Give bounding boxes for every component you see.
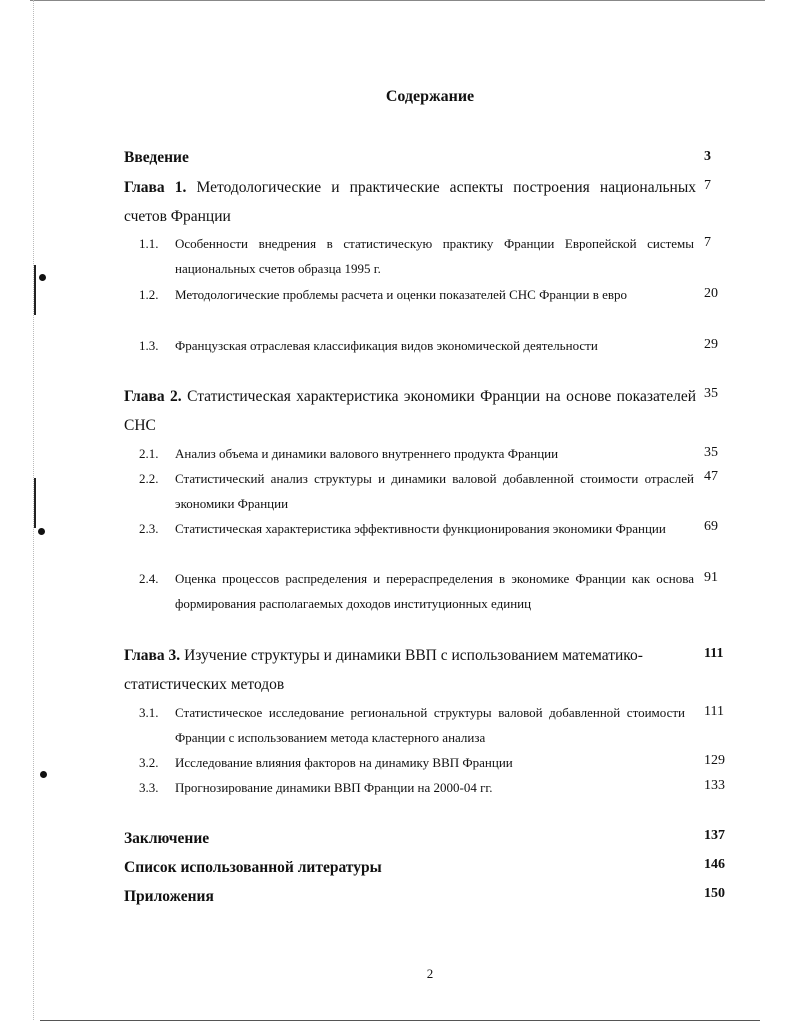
section-number: 3.3. (139, 780, 159, 795)
toc-entry-intro (124, 143, 696, 172)
section-title: Статистическое исследование региональной структуры валовой добавленной стоимости Франции с использованием метода кластерного анализа (175, 705, 685, 745)
toc-section (124, 775, 696, 800)
toc-entry-label: Список использованной литературы (124, 859, 382, 876)
toc-page-number: 47 (704, 469, 718, 484)
toc-entry-conclusion (124, 824, 696, 853)
section-title: Оценка процессов распределения и перераспределения в экономике Франции как основа формирования располагаемых доходов институционных единиц (175, 571, 694, 611)
page-number: 2 (426, 966, 434, 981)
section-title: Методологические проблемы расчета и оценки показателей СНС Франции в евро (175, 287, 628, 302)
scan-edge-top (30, 0, 765, 4)
toc-section (124, 566, 696, 616)
section-title: Статистический анализ структуры и динамики валовой добавленной стоимости отраслей экономики Франции (175, 471, 694, 511)
toc-section (124, 441, 696, 466)
chapter-title: Изучение структуры и динамики ВВП с использованием математико-статистических методов (124, 647, 643, 693)
toc-page-number: 69 (704, 519, 718, 534)
page-title: Содержание (385, 88, 475, 105)
section-title: Прогнозирование динамики ВВП Франции на 2000-04 гг. (175, 780, 493, 795)
toc-entry-label: Заключение (124, 830, 210, 847)
chapter-prefix: Глава 2. (124, 388, 182, 405)
section-number: 3.2. (139, 755, 159, 770)
toc-section (124, 282, 696, 332)
scan-mark (34, 478, 36, 528)
section-title: Анализ объема и динамики валового внутреннего продукта Франции (175, 446, 559, 461)
section-number: 2.4. (139, 571, 159, 586)
toc-page-number: 7 (704, 178, 711, 193)
toc-page-number: 150 (704, 886, 725, 901)
toc-page-number: 7 (704, 235, 711, 250)
chapter-title: Методологические и практические аспекты построения национальных счетов Франции (124, 179, 697, 225)
toc-page-number: 137 (704, 828, 725, 843)
chapter-prefix: Глава 1. (124, 179, 187, 196)
section-number: 1.1. (139, 236, 159, 251)
toc-section (124, 333, 696, 358)
toc-section (124, 516, 696, 566)
chapter-prefix: Глава 3. (124, 647, 181, 664)
section-number: 3.1. (139, 705, 159, 720)
section-number: 1.3. (139, 338, 159, 353)
toc-page-number: 146 (704, 857, 725, 872)
toc-page-number: 3 (704, 149, 711, 164)
scan-edge-bottom (40, 1020, 760, 1021)
toc-page-number: 111 (704, 646, 724, 661)
scan-mark (34, 265, 36, 315)
section-number: 2.1. (139, 446, 159, 461)
toc-section (124, 700, 684, 750)
toc-chapter-text (124, 641, 684, 699)
section-title: Статистическая характеристика эффективности функционирования экономики Франции (175, 521, 666, 536)
toc-chapter-text (124, 382, 696, 440)
toc-page-number: 91 (704, 570, 718, 585)
toc-chapter-3 (124, 641, 684, 699)
toc-page-number: 35 (704, 386, 718, 401)
section-title: Особенности внедрения в статистическую практику Франции Европейской системы национальных счетов образца 1995 г. (175, 236, 694, 276)
toc-section (124, 231, 696, 281)
section-title: Исследование влияния факторов на динамику ВВП Франции (175, 755, 513, 770)
toc-entry-label: Введение (124, 149, 189, 166)
scan-blot (40, 771, 47, 778)
toc-page-number: 20 (704, 286, 718, 301)
section-number: 1.2. (139, 287, 159, 302)
section-number: 2.3. (139, 521, 159, 536)
toc-entry-references (124, 853, 696, 882)
toc-chapter-1 (124, 173, 696, 231)
toc-page-number: 35 (704, 445, 718, 460)
toc-chapter-2 (124, 382, 696, 440)
toc-entry-label: Приложения (124, 888, 214, 905)
section-title: Французская отраслевая классификация видов экономической деятельности (175, 338, 598, 353)
toc-page-number: 133 (704, 778, 725, 793)
toc-page-number: 129 (704, 753, 725, 768)
section-number: 2.2. (139, 471, 159, 486)
toc-section (124, 466, 696, 516)
toc-entry-appendix (124, 882, 696, 911)
toc-chapter-text (124, 173, 696, 231)
toc-page-number: 29 (704, 337, 718, 352)
chapter-title: Статистическая характеристика экономики Франции на основе показателей СНС (124, 388, 696, 434)
scan-blot (38, 528, 45, 535)
toc-section (124, 750, 696, 775)
toc-page-number: 111 (704, 704, 724, 719)
scan-blot (39, 274, 46, 281)
